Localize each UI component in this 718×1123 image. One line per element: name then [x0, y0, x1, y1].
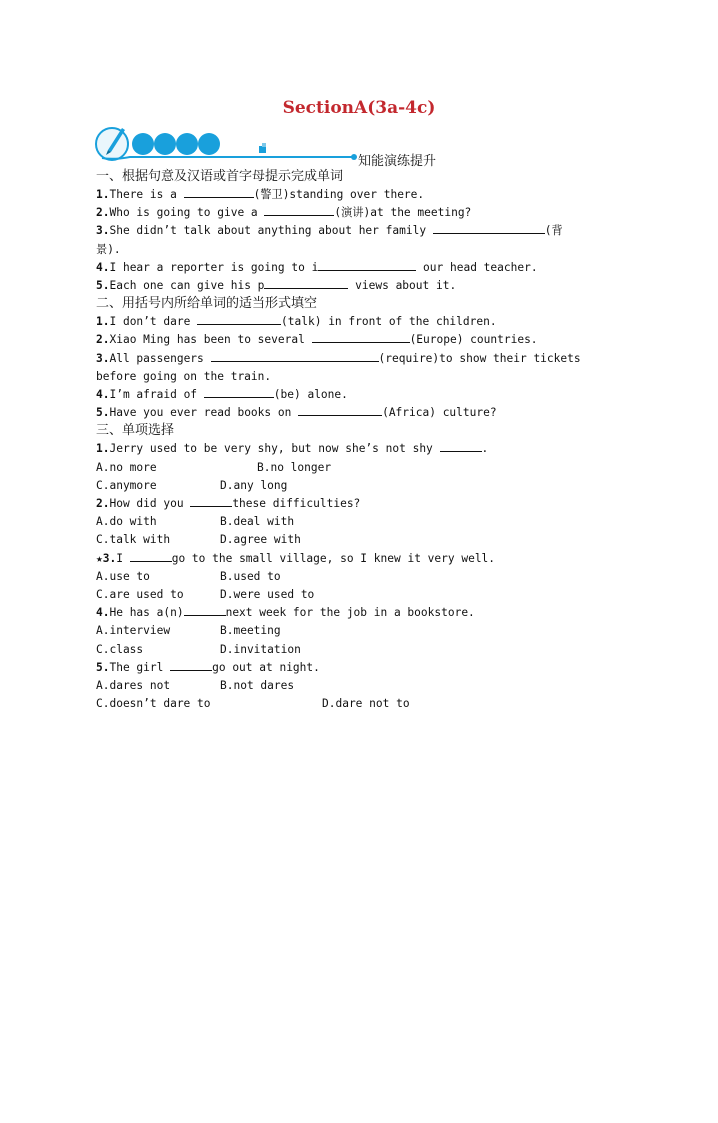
part1-item-4: 4.I hear a reporter is going to i our head teacher. [96, 260, 538, 274]
star-icon: ★ [96, 551, 103, 565]
part3-question-1: 1.Jerry used to be very shy, but now she’s not shy . [96, 442, 489, 456]
part3-question-2: 2.How did you these difficulties? [96, 497, 361, 511]
hint-letter: i [311, 260, 319, 274]
answer-blank[interactable] [318, 259, 416, 271]
option-row [96, 677, 601, 695]
option[interactable]: B.meeting [220, 624, 281, 638]
option[interactable]: B.no longer [257, 460, 332, 474]
banner-dot-3 [176, 133, 198, 155]
option[interactable]: C.class [96, 642, 144, 656]
part2-item-1: 1.I don’t dare (talk) in front of the children. [96, 315, 497, 329]
answer-blank[interactable] [197, 313, 281, 325]
banner-square-icon [259, 146, 266, 153]
part2-item-5: 5.Have you ever read books on (Africa) culture? [96, 406, 497, 420]
banner-dot-1 [132, 133, 154, 155]
option[interactable]: A.no more [96, 460, 157, 474]
part1-item-1: 1.There is a (警卫)standing over there. [96, 188, 425, 201]
answer-blank[interactable] [204, 386, 274, 398]
pen-icon [96, 128, 128, 160]
banner-label: 知能演练提升 [358, 154, 437, 169]
answer-blank[interactable] [264, 277, 348, 289]
answer-blank[interactable] [211, 350, 379, 362]
option[interactable]: D.agree with [220, 533, 301, 547]
option-row [96, 622, 601, 640]
part2-item-4: 4.I’m afraid of (be) alone. [96, 388, 348, 402]
answer-blank[interactable] [170, 659, 212, 671]
exercise-body [96, 168, 601, 713]
page-title: SectionA(3a-4c) [282, 98, 436, 118]
answer-blank[interactable] [264, 204, 334, 216]
banner-dot-4 [198, 133, 220, 155]
option[interactable]: A.interview [96, 624, 171, 638]
option[interactable]: D.invitation [220, 642, 301, 656]
part2-heading: 二、用括号内所给单词的适当形式填空 [96, 296, 318, 312]
option[interactable]: B.used to [220, 569, 281, 583]
option-row [96, 568, 601, 586]
option-row [96, 531, 601, 549]
option[interactable]: C.talk with [96, 533, 171, 547]
option[interactable]: A.use to [96, 569, 150, 583]
part2-item-2: 2.Xiao Ming has been to several (Europe) countries. [96, 333, 538, 347]
option[interactable]: D.dare not to [322, 697, 410, 711]
part1-heading: 一、根据句意及汉语或首字母提示完成单词 [96, 169, 344, 184]
option-row [96, 459, 601, 477]
banner-dot-2 [154, 133, 176, 155]
answer-blank[interactable] [298, 404, 382, 416]
option[interactable]: C.doesn’t dare to [96, 697, 211, 711]
part1-item-5: 5.Each one can give his p views about it. [96, 279, 457, 293]
part3-heading: 三、单项选择 [96, 423, 175, 439]
part1-item-3: 3.She didn’t talk about anything about her family (背 [96, 224, 563, 238]
part1-item-3-cont: 景). [96, 242, 121, 256]
option[interactable]: D.any long [220, 478, 288, 492]
answer-blank[interactable] [440, 440, 482, 452]
option[interactable]: C.are used to [96, 588, 184, 602]
option[interactable]: B.deal with [220, 515, 295, 529]
option-row [96, 695, 601, 713]
option[interactable]: B.not dares [220, 679, 295, 693]
option-row [96, 513, 601, 531]
answer-blank[interactable] [433, 222, 545, 234]
part2-item-3-cont: before going on the train. [96, 369, 272, 383]
answer-blank[interactable] [130, 550, 172, 562]
answer-blank[interactable] [190, 495, 232, 507]
answer-blank[interactable] [184, 186, 254, 198]
banner-line-end-dot [351, 154, 357, 160]
option-row [96, 586, 601, 604]
part1-item-2: 2.Who is going to give a (演讲)at the meeting? [96, 206, 472, 220]
option[interactable]: A.do with [96, 515, 157, 529]
part3-question-5: 5.The girl go out at night. [96, 660, 320, 674]
option[interactable]: C.anymore [96, 478, 157, 492]
option-row [96, 477, 601, 495]
option[interactable]: A.dares not [96, 679, 171, 693]
option-row [96, 641, 601, 659]
part2-item-3: 3.All passengers (require)to show their tickets [96, 351, 581, 365]
answer-blank[interactable] [184, 604, 226, 616]
answer-blank[interactable] [312, 331, 410, 343]
part3-question-4: 4.He has a(n) next week for the job in a bookstore. [96, 606, 475, 620]
option[interactable]: D.were used to [220, 588, 315, 602]
hint-letter: p [257, 279, 265, 293]
part3-question-3: ★3.I go to the small village, so I knew it very well. [96, 551, 496, 565]
